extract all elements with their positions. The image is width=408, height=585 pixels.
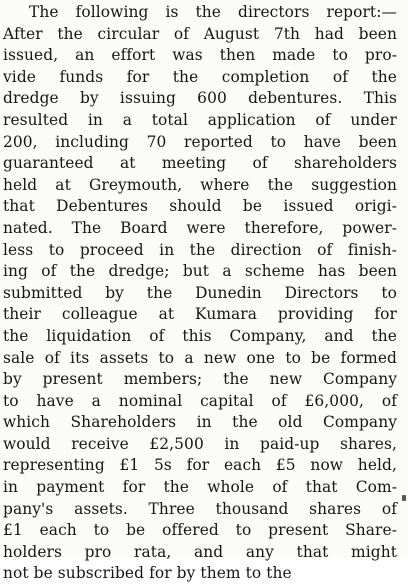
article-line: to have a nominal capital of £6,000, of (3, 391, 397, 410)
article-line: £1 each to be offered to present Share- (3, 521, 397, 540)
article-line: The following is the directors report:— (29, 3, 397, 21)
article-line: holders pro rata, and any that might (3, 542, 397, 561)
article-line: which Shareholders in the old Company (3, 413, 397, 432)
article-line: sale of its assets to a new one to be formed (3, 348, 397, 367)
article-line: their colleague at Kumara providing for (3, 305, 397, 324)
article-body (3, 2, 397, 585)
article-line: ing of the dredge; but a scheme has been (3, 262, 397, 281)
article-line: vide funds for the completion of the (3, 67, 397, 86)
article-line: nated. The Board were therefore, power- (3, 218, 397, 237)
article-line: by present members; the new Company (3, 370, 397, 389)
article-line: representing £1 5s for each £5 now held, (3, 456, 397, 475)
article-line: issued, an effort was then made to pro- (3, 46, 397, 65)
article-line: submitted by the Dunedin Directors to (3, 283, 397, 302)
article-line: that Debentures should be issued origi- (3, 197, 397, 216)
article-line: in payment for the whole of that Com- (3, 478, 397, 497)
print-speck (402, 495, 406, 501)
article-line: dredge by issuing 600 debentures. This (3, 89, 397, 108)
article-line: less to proceed in the direction of finish- (3, 240, 397, 259)
article-line: After the circular of August 7th had been (3, 24, 397, 43)
article-line: resulted in a total application of under (3, 110, 397, 129)
article-line: the liquidation of this Company, and the (3, 326, 397, 345)
article-line: would receive £2,500 in paid-up shares, (3, 434, 397, 453)
article-line: held at Greymouth, where the suggestion (3, 175, 397, 194)
article-line: pany's assets. Three thousand shares of (3, 499, 397, 518)
article-line: guaranteed at meeting of shareholders (3, 154, 397, 173)
article-line: 200, including 70 reported to have been (3, 132, 397, 151)
article-line: not be subscribed for by them to the (3, 564, 292, 583)
